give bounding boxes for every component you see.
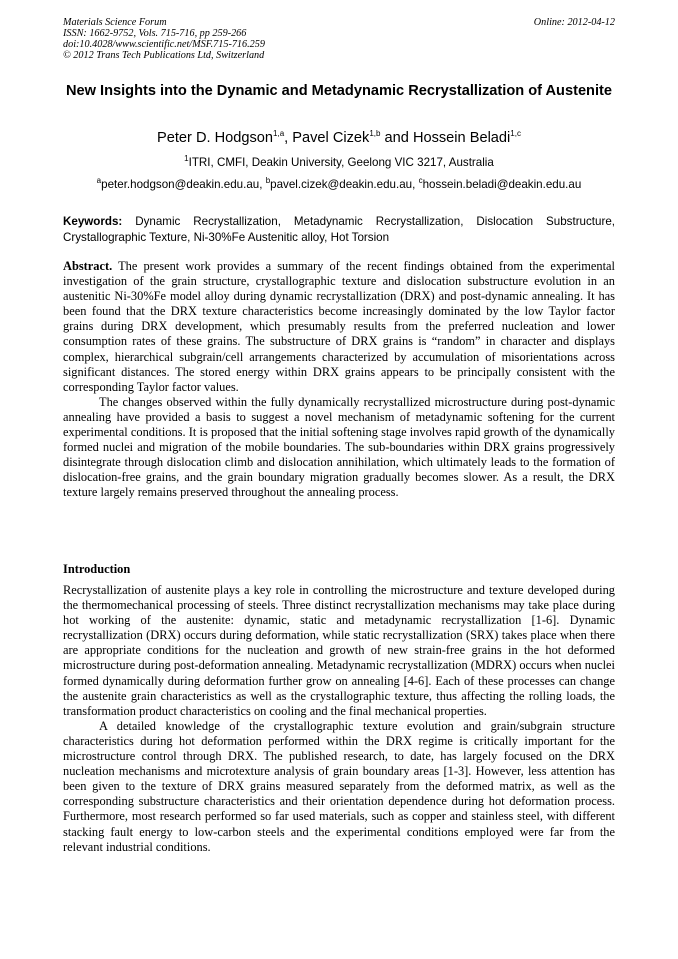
author-name: Peter D. Hodgson	[157, 130, 274, 146]
affiliation-mark: 1	[184, 154, 189, 164]
journal-doi: doi:10.4028/www.scientific.net/MSF.715-716.259	[63, 39, 265, 50]
journal-copyright: © 2012 Trans Tech Publications Ltd, Switzerland	[63, 50, 265, 61]
abstract-paragraph	[63, 259, 615, 395]
keywords-label: Keywords:	[63, 215, 123, 228]
introduction-section	[63, 583, 615, 855]
email-link[interactable]: hossein.beladi@deakin.edu.au	[422, 178, 582, 191]
author-name: Pavel Cizek	[292, 130, 370, 146]
journal-name: Materials Science Forum	[63, 17, 167, 28]
introduction-paragraph: Recrystallization of austenite plays a key role in controlling the microstructure and texture developed during the thermomechanical processing of steels. Three distinct recrystallization mechanisms may take place during hot working of the austenite: dynamic, static and metadynamic recrystallization [1-6]. Dynamic recrystallization (DRX) occurs during deformation, while static recrystallization (SRX) takes place when there are appropriate conditions for the nucleation and growth of new strain-free grains in the hot deformed microstructure during post-deformation annealing. Metadynamic recrystallization (MDRX) occurs when nuclei formed dynamically during deformation further grow on annealing [4-6]. Each of these processes can change the austenite grain characteristics as well as the crystallographic texture, thus affecting the rolling loads, the transformation product characteristics on cooling and the final mechanical properties.	[63, 583, 615, 718]
email-link[interactable]: peter.hodgson@deakin.edu.au,	[101, 178, 266, 191]
journal-issn: ISSN: 1662-9752, Vols. 715-716, pp 259-266	[63, 28, 247, 39]
email-mark: b	[265, 176, 271, 186]
author-separator: and	[380, 130, 413, 146]
keywords-text: Dynamic Recrystallization, Metadynamic Recrystallization, Dislocation Substructure, Crystallographic Texture, Ni-30%Fe Austenitic alloy, Hot Torsion	[63, 215, 615, 244]
author-affiliation-mark: 1,b	[369, 129, 381, 139]
abstract	[63, 259, 615, 501]
abstract-text: The present work provides a summary of the recent findings obtained from the experimental investigation of the grain structure, crystallographic texture and dislocation substructure evolution in an austenitic Ni-30%Fe model alloy during dynamic recrystallization (DRX) and post-dynamic annealing. It has been found that the DRX texture characteristics become increasingly dominated by the low Taylor factor grains during DRX development, which presumably results from the preferred nucleation and lower consumption rates of these grains. The substructure of DRX grains is “random” in character and displays complex, hierarchical subgrain/cell arrangements characterized by accumulation of misorientations across significant distances. The stored energy within DRX grains appears to be principally consistent with the corresponding Taylor factor values.	[63, 259, 615, 394]
introduction-paragraph: A detailed knowledge of the crystallographic texture evolution and grain/subgrain structure characteristics during hot deformation performed within the DRX regime is critically important for the microstructure control through DRX. The published research, to date, has largely focused on the DRX nucleation mechanisms and microtexture analysis of grain boundary areas [1-3]. However, less attention has been given to the texture of DRX grains measured separately from the deformed matrix, as well as the corresponding substructure characteristics and their orientation dependence during hot deformation process. Furthermore, most research performed so far used materials, such as copper and stainless steel, with different stacking fault energy to low-carbon steels and the experimental conditions employed were far from the relevant industrial conditions.	[63, 718, 615, 854]
affiliation	[63, 156, 615, 170]
keywords	[63, 214, 615, 245]
online-date: Online: 2012-04-12	[533, 17, 615, 28]
email-mark: a	[96, 176, 102, 186]
author-affiliation-mark: 1,c	[510, 129, 521, 139]
email-link[interactable]: pavel.cizek@deakin.edu.au,	[270, 178, 419, 191]
section-heading-introduction: Introduction	[63, 562, 131, 576]
author-name: Hossein Beladi	[412, 130, 511, 146]
author-list	[63, 129, 615, 147]
author-affiliation-mark: 1,a	[273, 129, 285, 139]
affiliation-text: ITRI, CMFI, Deakin University, Geelong VIC 3217, Australia	[188, 156, 494, 169]
abstract-label: Abstract.	[63, 259, 113, 273]
author-emails	[63, 178, 615, 192]
abstract-paragraph: The changes observed within the fully dynamically recrystallized microstructure during post-dynamic annealing have provided a basis to suggest a novel mechanism of metadynamic softening for the current experimental conditions. It is proposed that the initial softening stage involves rapid growth of the dynamically formed nuclei and migration of the mobile boundaries. The sub-boundaries within DRX grains progressively disintegrate through dislocation climb and dislocation annihilation, which ultimately leads to the formation of dislocation-free grains, and the grain boundary migration gradually becomes slower. As a result, the DRX texture largely remains preserved throughout the annealing process.	[63, 394, 615, 500]
paper-title: New Insights into the Dynamic and Metadynamic Recrystallization of Austenite	[65, 83, 613, 99]
email-mark: c	[418, 176, 423, 186]
author-separator: ,	[284, 130, 293, 146]
journal-header	[63, 17, 615, 61]
